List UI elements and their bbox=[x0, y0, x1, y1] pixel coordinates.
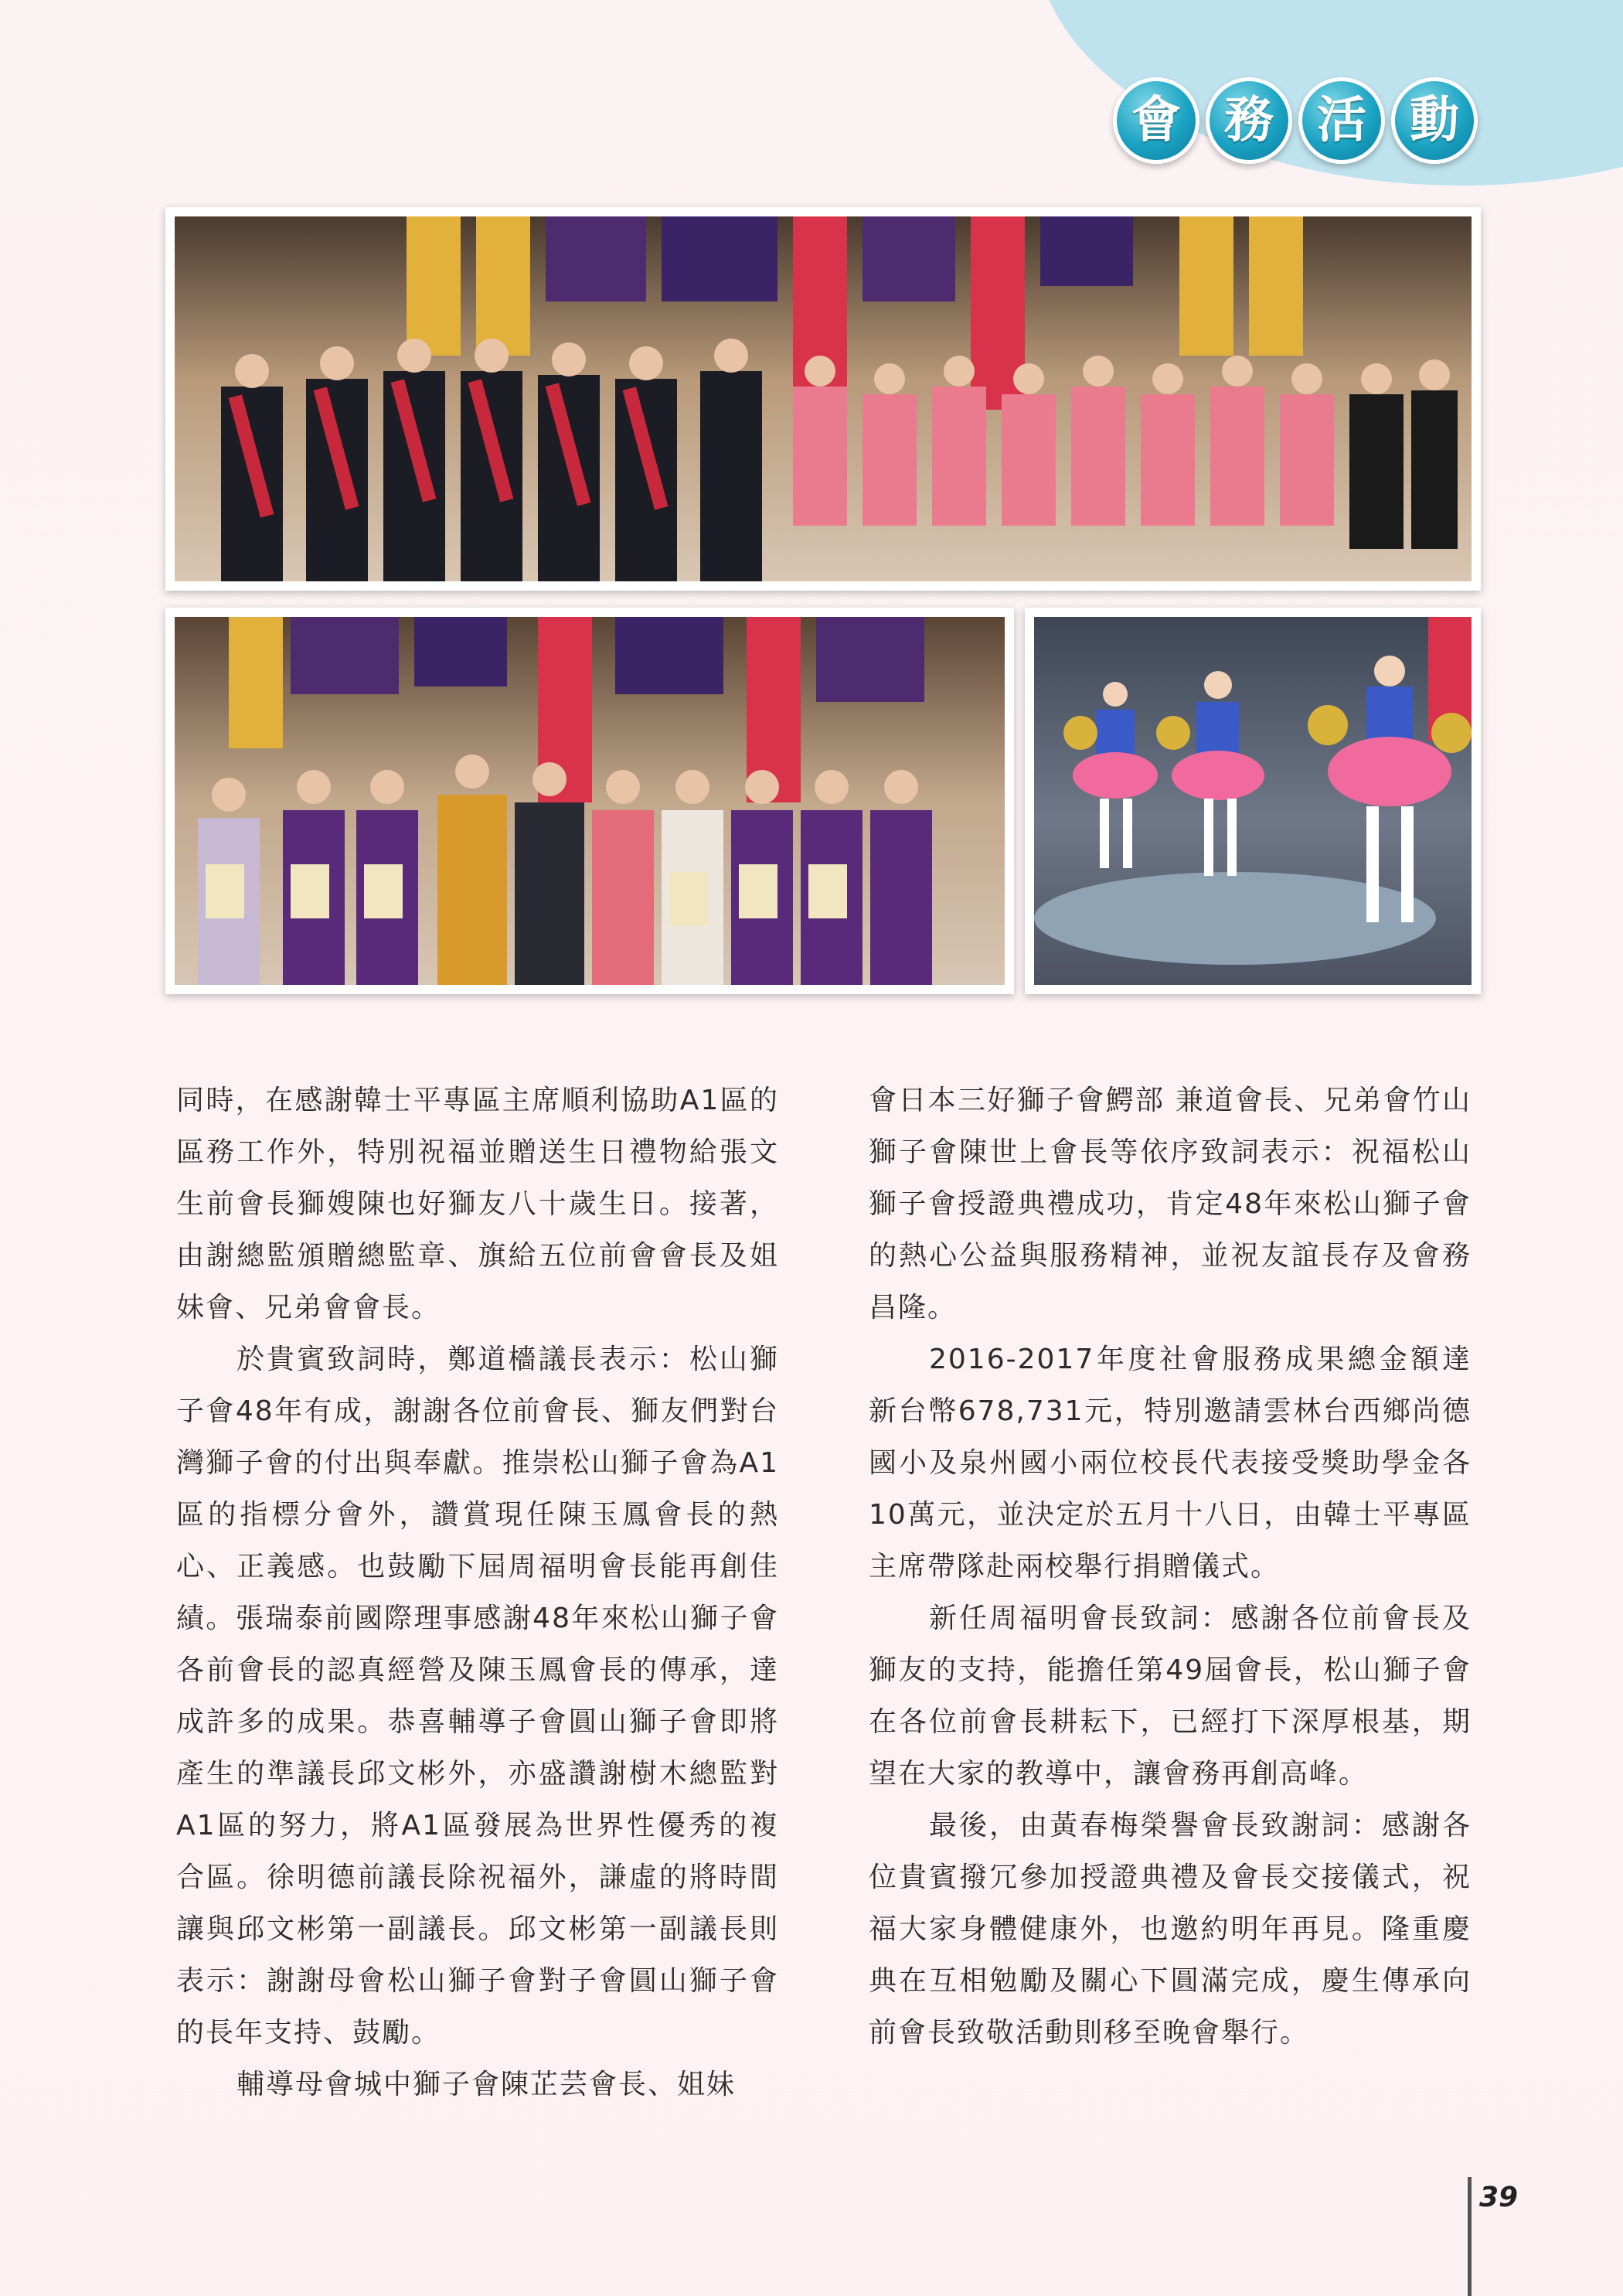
section-title-char: 會 bbox=[1113, 77, 1199, 164]
pennant-presentation-photo bbox=[165, 608, 1014, 994]
article-paragraph: 會日本三好獅子會鰐部 兼道會長、兄弟會竹山獅子會陳世上會長等依序致詞表示：祝福松山獅子會授證典禮成功，肯定48年來松山獅子會的熱心公益與服務精神，並祝友誼長存及會務昌隆。 bbox=[869, 1085, 1472, 1323]
page-number: 39 bbox=[1479, 2182, 1519, 2213]
dance-photo-icon bbox=[1034, 617, 1472, 985]
article-paragraph: 輔導母會城中獅子會陳芷芸會長、姐妹 bbox=[236, 2069, 737, 2100]
cheerleader-dance-photo bbox=[1025, 608, 1481, 994]
section-title bbox=[1113, 77, 1478, 164]
article-paragraph: 於貴賓致詞時，鄭道檣議長表示：松山獅子會48年有成，謝謝各位前會長、獅友們對台灣獅子會的付出與奉獻。推崇松山獅子會為A1區的指標分會外，讚賞現任陳玉鳳會長的熱心、正義感。也鼓勵下屆周福明會長能再創佳績。張瑞泰前國際理事感謝48年來松山獅子會各前會長的認真經營及陳玉鳳會長的傳承，達成許多的成果。恭喜輔導子會圓山獅子會即將產生的準議長邱文彬外，亦盛讚謝樹木總監對A1區的努力，將A1區發展為世界性優秀的複合區。徐明德前議長除祝福外，謙虛的將時間讓與邱文彬第一副議長。邱文彬第一副議長則表示：謝謝母會松山獅子會對子會圓山獅子會的長年支持、鼓勵。 bbox=[176, 1344, 779, 2049]
section-title-char: 務 bbox=[1206, 77, 1292, 164]
article-left-column bbox=[176, 1075, 779, 2110]
group-cheer-photo bbox=[165, 207, 1481, 591]
article-paragraph: 最後，由黃春梅榮譽會長致謝詞：感謝各位貴賓撥冗參加授證典禮及會長交接儀式，祝福大家身體健康外，也邀約明年再見。隆重慶典在互相勉勵及關心下圓滿完成，慶生傳承向前會長致敬活動則移至晚會舉行。 bbox=[869, 1810, 1472, 2049]
section-title-char: 動 bbox=[1391, 77, 1478, 164]
group-photo-icon bbox=[175, 617, 1005, 985]
section-title-char: 活 bbox=[1298, 77, 1385, 164]
article-paragraph: 2016-2017年度社會服務成果總金額達新台幣678,731元，特別邀請雲林台西鄉尚德國小及泉州國小兩位校長代表接受獎助學金各10萬元，並決定於五月十八日，由韓士平專區主席帶隊赴兩校舉行捐贈儀式。 bbox=[869, 1344, 1472, 1582]
group-photo-icon bbox=[175, 216, 1472, 581]
article-paragraph: 同時，在感謝韓士平專區主席順利協助A1區的區務工作外，特別祝福並贈送生日禮物給張文生前會長獅嫂陳也好獅友八十歲生日。接著，由謝總監頒贈總監章、旗給五位前會會長及姐妹會、兄弟會會長。 bbox=[176, 1085, 779, 1323]
article-right-column bbox=[869, 1075, 1472, 2059]
article-paragraph: 新任周福明會長致詞：感謝各位前會長及獅友的支持，能擔任第49屆會長，松山獅子會在各位前會長耕耘下，已經打下深厚根基，期望在大家的教導中，讓會務再創高峰。 bbox=[869, 1603, 1472, 1790]
page-number-rule bbox=[1468, 2177, 1472, 2296]
